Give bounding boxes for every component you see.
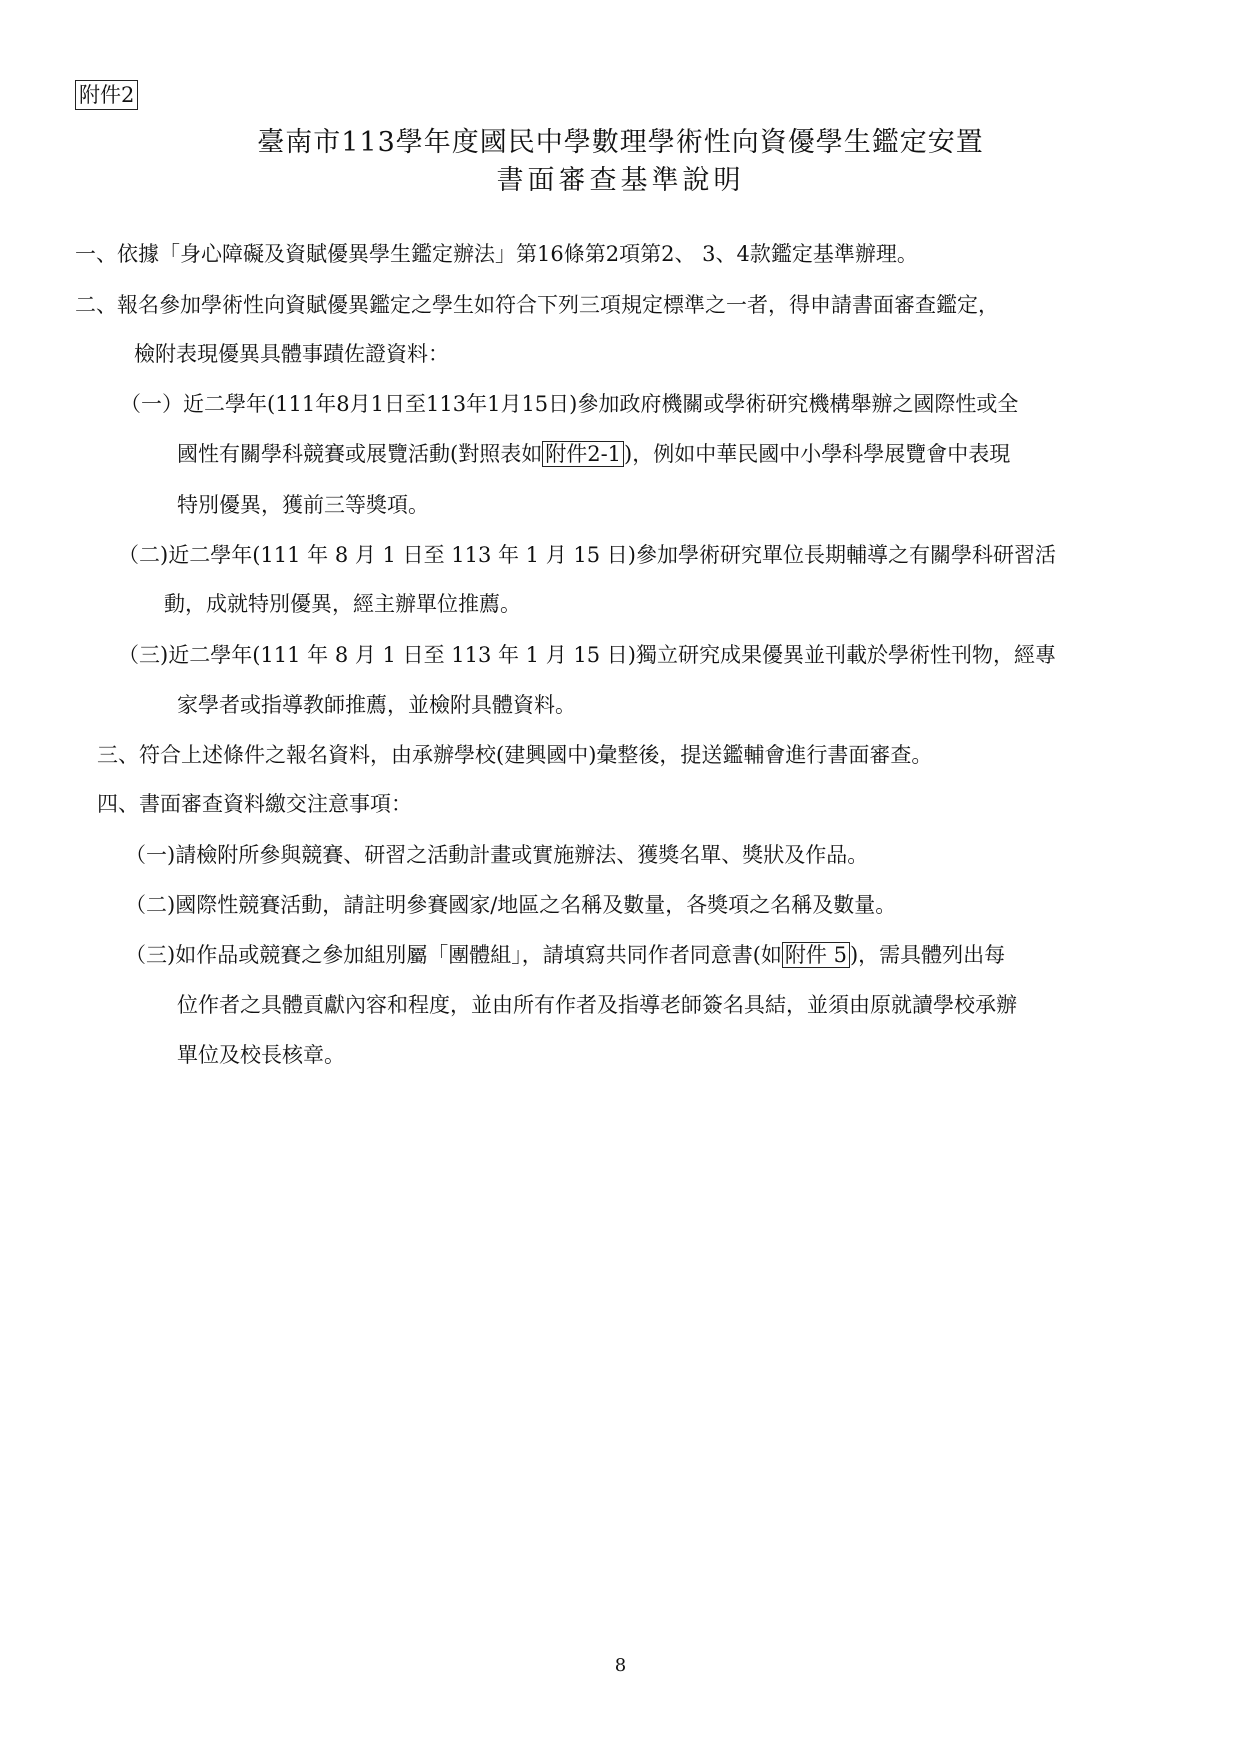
attachment-2-1-ref: 附件2-1 <box>542 441 624 467</box>
clause-3: 三、符合上述條件之報名資料，由承辦學校(建興國中)彙整後，提送鑑輔會進行書面審查。 <box>97 743 933 767</box>
item-4-3-text-b: )，需具體列出每 <box>849 943 1006 967</box>
item-2-1-text-b: )，例如中華民國中小學科學展覽會中表現 <box>624 442 1011 466</box>
item-4-3-end: 單位及校長核章。 <box>177 1043 345 1067</box>
item-2-1: （一）近二學年(111年8月1日至113年1月15日)參加政府機關或學術研究機構舉辦之國際性或全 <box>120 392 1019 416</box>
item-4-3-text-a: （三)如作品或競賽之參加組別屬「團體組」，請填寫共同作者同意書(如 <box>125 943 782 967</box>
item-2-2-continued: 動，成就特別優異，經主辦單位推薦。 <box>164 592 521 616</box>
item-2-1-end: 特別優異，獲前三等獎項。 <box>177 493 429 517</box>
item-2-1-text-a: 國性有關學科競賽或展覽活動(對照表如 <box>177 442 543 466</box>
document-title: 臺南市113學年度國民中學數理學術性向資優學生鑑定安置 <box>257 127 984 158</box>
item-4-1: （一)請檢附所參與競賽、研習之活動計畫或實施辦法、獲獎名單、獎狀及作品。 <box>125 843 869 867</box>
document-subtitle: 書面審查基準說明 <box>496 165 745 196</box>
clause-2: 二、報名參加學術性向資賦優異鑑定之學生如符合下列三項規定標準之一者，得申請書面審查鑑定， <box>75 293 999 317</box>
item-2-3: （三)近二學年(111 年 8 月 1 日至 113 年 1 月 15 日)獨立研究成果優異並刊載於學術性刊物，經專 <box>118 643 1056 667</box>
attachment-label: 附件2 <box>75 80 138 110</box>
page-number: 8 <box>614 1655 627 1676</box>
item-4-2: （二)國際性競賽活動，請註明參賽國家/地區之名稱及數量，各獎項之名稱及數量。 <box>125 893 897 917</box>
clause-1: 一、依據「身心障礙及資賦優異學生鑑定辦法」第16條第2項第2、 3、4款鑑定基準辦理。 <box>75 242 918 266</box>
clause-2-continued: 檢附表現優異具體事蹟佐證資料： <box>134 342 449 366</box>
item-4-3 <box>125 940 1005 970</box>
item-4-3-continued: 位作者之具體貢獻內容和程度，並由所有作者及指導老師簽名具結，並須由原就讀學校承辦 <box>177 993 1017 1017</box>
item-2-2: （二)近二學年(111 年 8 月 1 日至 113 年 1 月 15 日)參加學術研究單位長期輔導之有關學科研習活 <box>118 543 1056 567</box>
item-2-3-continued: 家學者或指導教師推薦，並檢附具體資料。 <box>177 693 576 717</box>
clause-4: 四、書面審查資料繳交注意事項： <box>97 792 412 816</box>
attachment-5-ref: 附件 5 <box>782 942 850 968</box>
item-2-1-continued <box>177 439 1010 469</box>
